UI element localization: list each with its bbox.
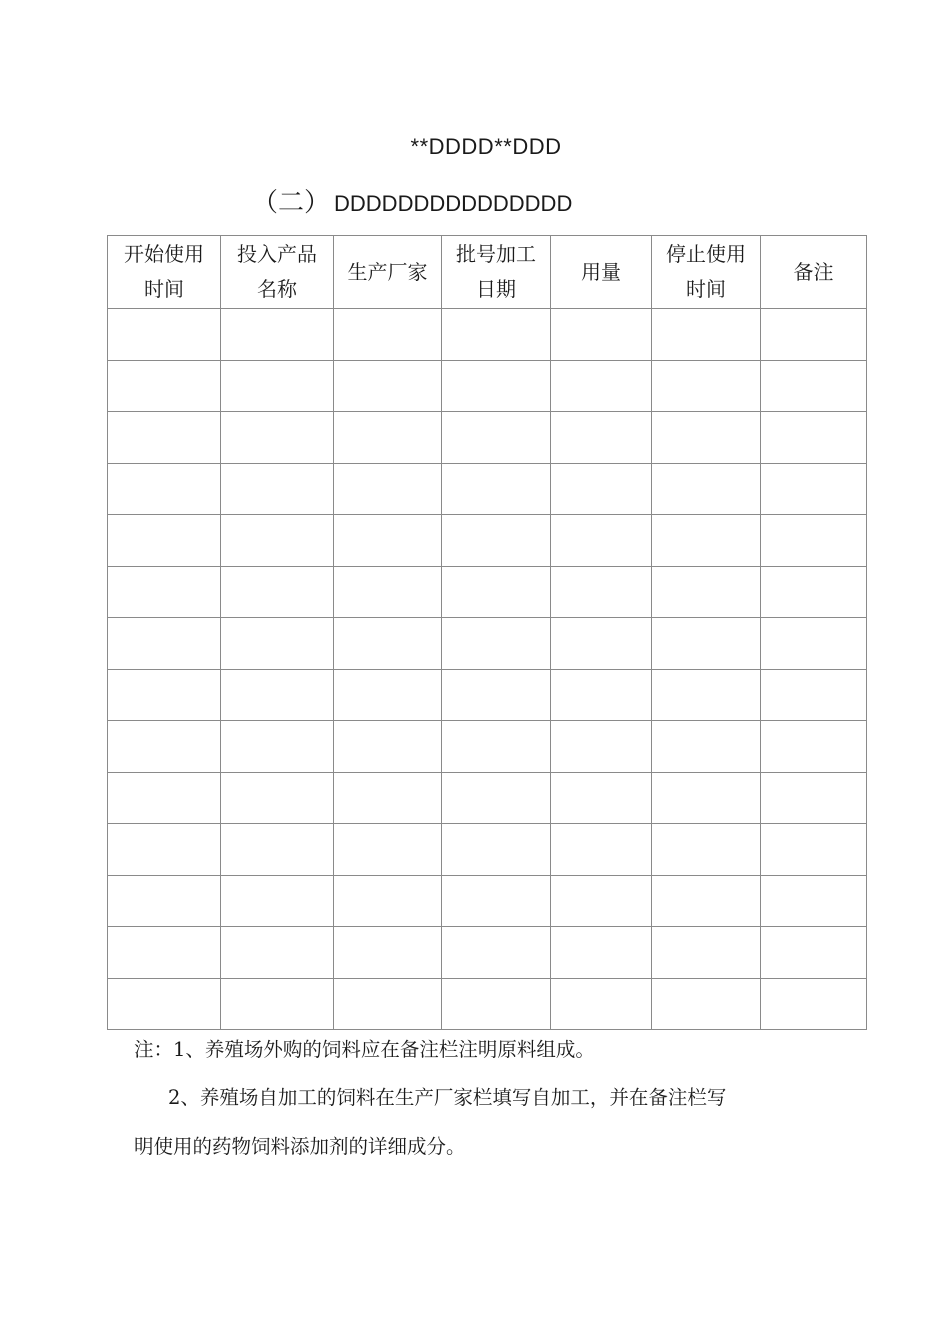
header-dosage-line1: 用量 — [581, 259, 621, 284]
table-cell[interactable] — [334, 309, 442, 361]
table-header-row — [108, 236, 867, 309]
note-2-line-2: 明使用的药物饲料添加剂的详细成分。 — [134, 1135, 466, 1158]
note-2-line-1: 2、养殖场自加工的饲料在生产厂家栏填写自加工，并在备注栏写 — [168, 1086, 727, 1109]
table-cell[interactable] — [442, 721, 551, 773]
table-cell[interactable] — [551, 566, 652, 618]
table-cell[interactable] — [108, 618, 221, 670]
table-cell[interactable] — [442, 824, 551, 876]
table-row — [108, 412, 867, 464]
table-cell[interactable] — [761, 360, 867, 412]
table-cell[interactable] — [652, 875, 761, 927]
table-cell[interactable] — [334, 772, 442, 824]
table-cell[interactable] — [108, 875, 221, 927]
table-cell[interactable] — [551, 669, 652, 721]
table-cell[interactable] — [221, 566, 334, 618]
table-cell[interactable] — [652, 618, 761, 670]
table-cell[interactable] — [652, 772, 761, 824]
table-cell[interactable] — [221, 978, 334, 1030]
document-title: **DDDD**DDD — [410, 134, 562, 159]
header-start-time-line1: 开始使用 — [124, 242, 204, 266]
table-row — [108, 927, 867, 979]
table-cell[interactable] — [108, 463, 221, 515]
table-cell[interactable] — [551, 927, 652, 979]
table-cell[interactable] — [442, 927, 551, 979]
table-cell[interactable] — [652, 566, 761, 618]
table-cell[interactable] — [551, 721, 652, 773]
table-cell[interactable] — [652, 721, 761, 773]
table-cell[interactable] — [761, 772, 867, 824]
usage-record-table — [107, 235, 867, 1030]
table-cell[interactable] — [334, 618, 442, 670]
table-cell[interactable] — [761, 978, 867, 1030]
table-cell[interactable] — [761, 412, 867, 464]
table-cell[interactable] — [334, 515, 442, 567]
table-cell[interactable] — [221, 875, 334, 927]
table-cell[interactable] — [108, 978, 221, 1030]
header-stop-time — [652, 236, 761, 309]
table-cell[interactable] — [334, 824, 442, 876]
table-cell[interactable] — [442, 669, 551, 721]
table-cell[interactable] — [108, 669, 221, 721]
header-start-time — [108, 236, 221, 309]
table-cell[interactable] — [442, 463, 551, 515]
table-cell[interactable] — [221, 463, 334, 515]
table-cell[interactable] — [551, 515, 652, 567]
table-cell[interactable] — [761, 566, 867, 618]
table-cell[interactable] — [551, 360, 652, 412]
section-number: （二） — [252, 188, 331, 218]
table-cell[interactable] — [221, 721, 334, 773]
table-cell[interactable] — [221, 669, 334, 721]
table-cell[interactable] — [221, 824, 334, 876]
header-batch-date-line1: 批号加工 — [456, 242, 536, 266]
table-row — [108, 875, 867, 927]
table-cell[interactable] — [442, 978, 551, 1030]
table-cell[interactable] — [551, 309, 652, 361]
table-cell[interactable] — [442, 875, 551, 927]
table-row — [108, 721, 867, 773]
header-manufacturer — [334, 236, 442, 309]
table-cell[interactable] — [551, 618, 652, 670]
table-cell[interactable] — [652, 515, 761, 567]
table-cell[interactable] — [334, 566, 442, 618]
header-remarks — [761, 236, 867, 309]
table-cell[interactable] — [551, 978, 652, 1030]
table-cell[interactable] — [108, 824, 221, 876]
table-cell[interactable] — [442, 412, 551, 464]
table-body — [108, 309, 867, 1030]
table-row — [108, 978, 867, 1030]
header-batch-date — [442, 236, 551, 309]
table-row — [108, 772, 867, 824]
table-cell[interactable] — [761, 721, 867, 773]
header-product-name-line2: 名称 — [257, 277, 297, 301]
table-cell[interactable] — [761, 927, 867, 979]
table-cell[interactable] — [108, 721, 221, 773]
table-cell[interactable] — [442, 618, 551, 670]
table-cell[interactable] — [221, 412, 334, 464]
table-row — [108, 566, 867, 618]
table-cell[interactable] — [652, 309, 761, 361]
header-product-name-line1: 投入产品 — [237, 242, 317, 266]
table-cell[interactable] — [761, 824, 867, 876]
table-cell[interactable] — [108, 412, 221, 464]
table-cell[interactable] — [334, 669, 442, 721]
table-cell[interactable] — [442, 566, 551, 618]
table-cell[interactable] — [108, 772, 221, 824]
table-cell[interactable] — [108, 309, 221, 361]
table-cell[interactable] — [761, 309, 867, 361]
section-title: DDDDDDDDDDDDDDD — [334, 191, 573, 216]
table-cell[interactable] — [761, 669, 867, 721]
table-cell[interactable] — [652, 824, 761, 876]
table-cell[interactable] — [334, 875, 442, 927]
table-cell[interactable] — [108, 360, 221, 412]
table-cell[interactable] — [761, 875, 867, 927]
table-cell[interactable] — [334, 927, 442, 979]
table-cell[interactable] — [652, 978, 761, 1030]
table-cell[interactable] — [652, 669, 761, 721]
table-row — [108, 618, 867, 670]
table-row — [108, 309, 867, 361]
table-cell[interactable] — [334, 412, 442, 464]
table-row — [108, 515, 867, 567]
table-cell[interactable] — [221, 360, 334, 412]
table-cell[interactable] — [442, 772, 551, 824]
table-cell[interactable] — [221, 618, 334, 670]
table-cell[interactable] — [221, 515, 334, 567]
table-cell[interactable] — [221, 309, 334, 361]
table-cell[interactable] — [761, 463, 867, 515]
note-1: 注：1、养殖场外购的饲料应在备注栏注明原料组成。 — [134, 1038, 595, 1061]
table-cell[interactable] — [551, 824, 652, 876]
header-remarks-line1: 备注 — [793, 259, 834, 284]
header-dosage — [551, 236, 652, 309]
header-product-name — [221, 236, 334, 309]
table-cell[interactable] — [108, 566, 221, 618]
table-cell[interactable] — [551, 412, 652, 464]
table-row — [108, 463, 867, 515]
table-cell[interactable] — [652, 360, 761, 412]
table-cell[interactable] — [761, 618, 867, 670]
table-row — [108, 824, 867, 876]
header-start-time-line2: 时间 — [144, 277, 184, 301]
table-cell[interactable] — [334, 721, 442, 773]
table-cell[interactable] — [652, 412, 761, 464]
header-manufacturer-line1: 生产厂家 — [347, 259, 428, 284]
table-cell[interactable] — [442, 515, 551, 567]
section-heading — [252, 182, 572, 219]
table-cell[interactable] — [551, 463, 652, 515]
table-cell[interactable] — [334, 360, 442, 412]
table-cell[interactable] — [761, 515, 867, 567]
table-row — [108, 669, 867, 721]
table-cell[interactable] — [334, 463, 442, 515]
table-cell[interactable] — [551, 772, 652, 824]
table-cell[interactable] — [551, 875, 652, 927]
table-cell[interactable] — [221, 927, 334, 979]
table-cell[interactable] — [442, 309, 551, 361]
header-stop-time-line2: 时间 — [686, 277, 726, 301]
header-batch-date-line2: 日期 — [476, 277, 516, 301]
table-row — [108, 360, 867, 412]
table-cell[interactable] — [334, 978, 442, 1030]
table-cell[interactable] — [108, 515, 221, 567]
header-stop-time-line1: 停止使用 — [666, 242, 746, 266]
table-cell[interactable] — [652, 463, 761, 515]
table-cell[interactable] — [221, 772, 334, 824]
table-cell[interactable] — [652, 927, 761, 979]
table-cell[interactable] — [108, 927, 221, 979]
table-cell[interactable] — [442, 360, 551, 412]
